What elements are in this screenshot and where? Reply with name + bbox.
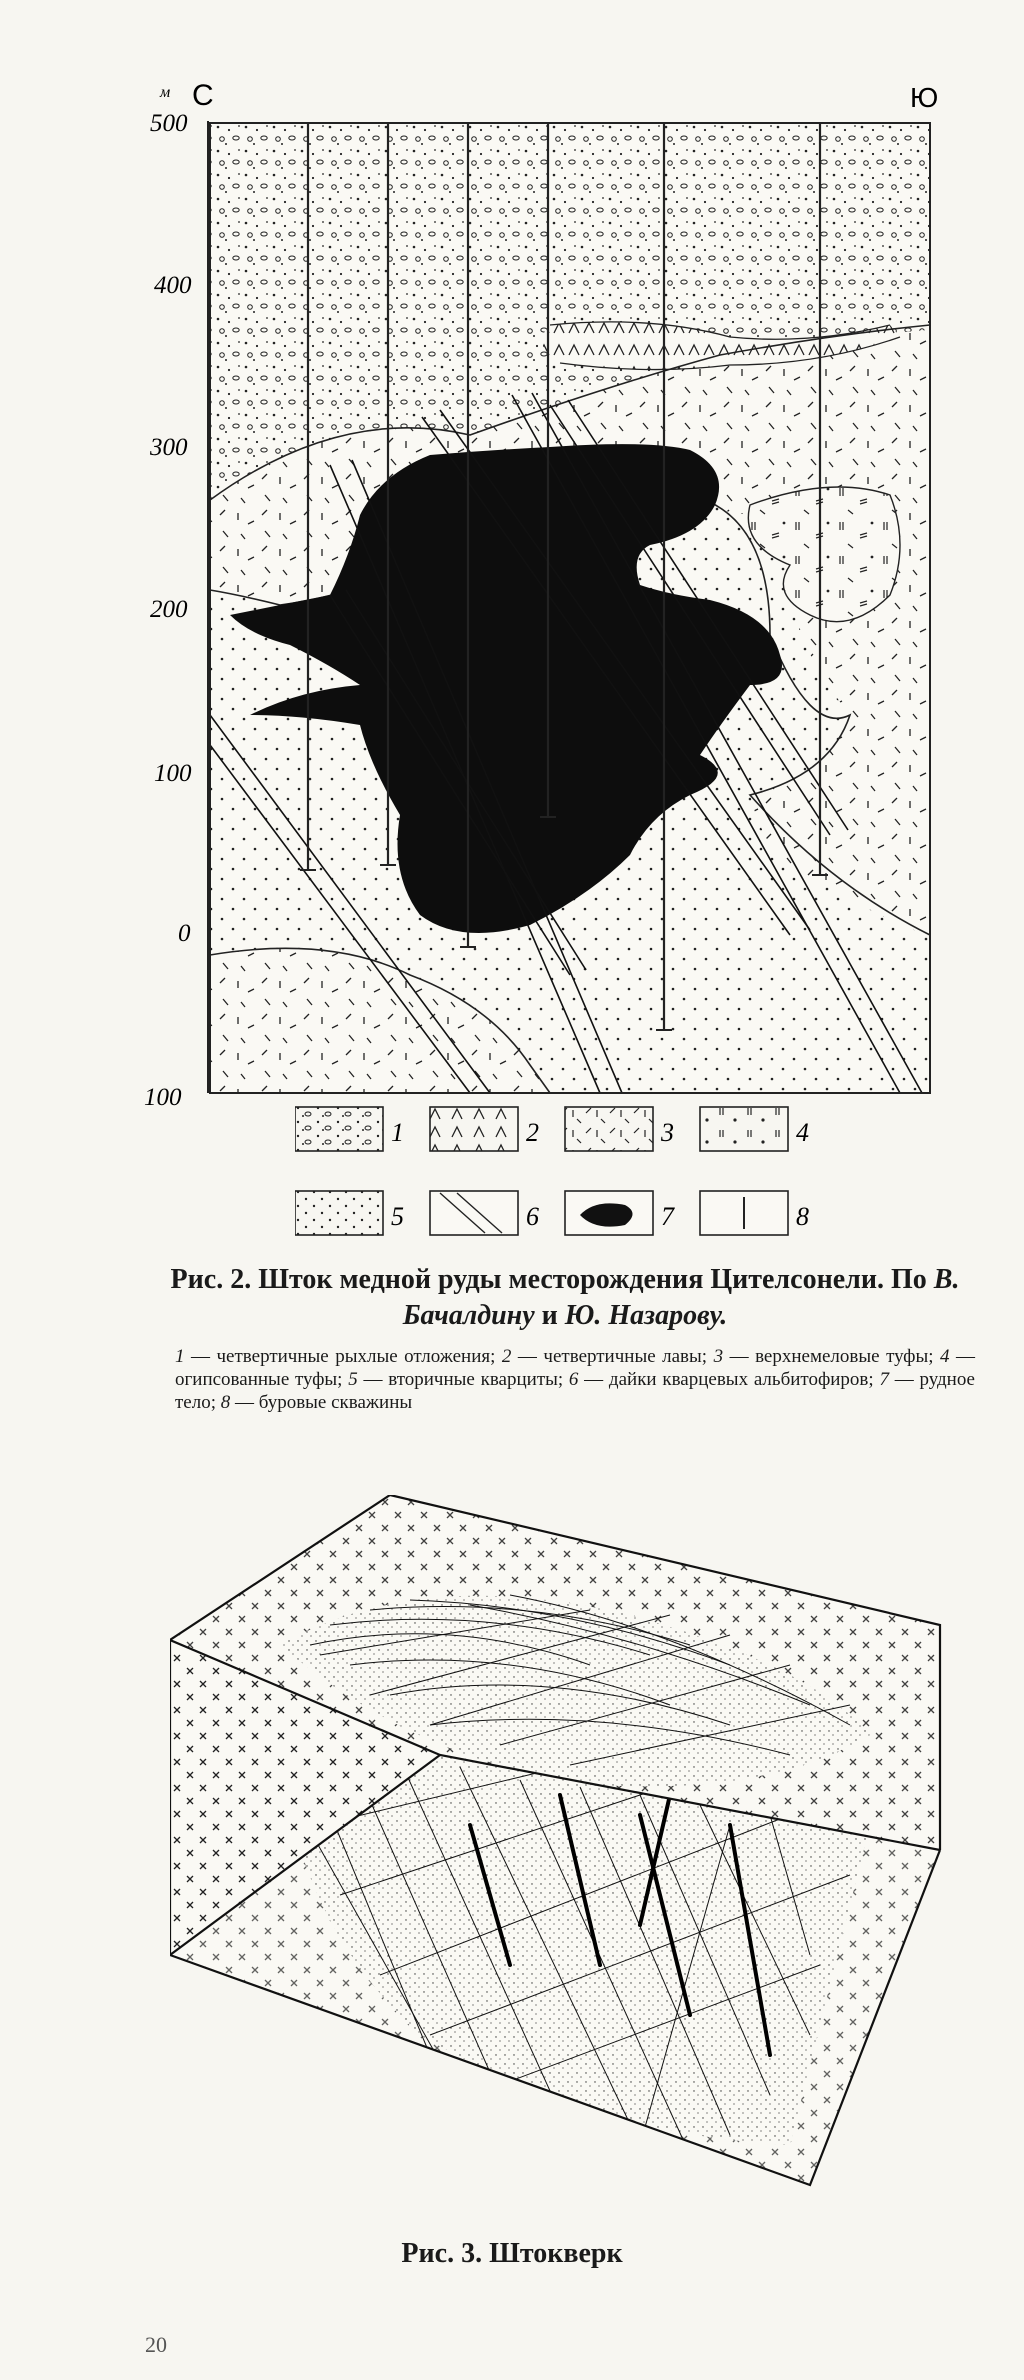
y-tick-label: 200 bbox=[150, 596, 188, 623]
y-tick-label: 100 bbox=[154, 760, 192, 787]
cross-section bbox=[210, 123, 930, 1093]
stockwork-block-diagram bbox=[170, 1495, 950, 2195]
figure-caption-stockwork: Рис. 3. Штокверк bbox=[401, 2238, 623, 2269]
legend-number: 4 bbox=[796, 1118, 809, 1147]
y-tick-label: 100 bbox=[144, 1084, 182, 1111]
legend-symbols bbox=[295, 1105, 915, 1240]
y-tick-label: 0 bbox=[178, 920, 191, 947]
legend-number: 2 bbox=[526, 1118, 539, 1147]
geological-section-figure bbox=[130, 75, 980, 1125]
legend-number: 8 bbox=[796, 1202, 809, 1231]
figure-legend-text: 1 — четвертичные рыхлые отложения; 2 — четвертичные лавы; 3 — верхнемеловые туфы; 4 — огипсованные туфы; 5 — вторичные кварциты; 6 — дайки кварцевых альбитофиров; 7 — рудное тело; 8 — буровые скважины bbox=[175, 1346, 976, 1413]
north-label: С bbox=[192, 79, 214, 112]
south-label: Ю bbox=[910, 82, 939, 113]
legend-number: 5 bbox=[391, 1202, 404, 1231]
page-number: 20 bbox=[145, 2332, 167, 2357]
y-tick-label: 500 bbox=[150, 110, 188, 137]
axis-unit-label: м bbox=[160, 84, 171, 101]
y-tick-label: 400 bbox=[154, 272, 192, 299]
legend-number: 7 bbox=[661, 1202, 674, 1231]
y-tick-label: 300 bbox=[150, 434, 188, 461]
figure-caption-title: Рис. 2. Шток медной руды месторождения Цителсонели. По В. Бачалдину и Ю. Назарову. bbox=[170, 1264, 960, 1331]
legend-number: 6 bbox=[526, 1202, 539, 1231]
legend-number: 3 bbox=[661, 1118, 674, 1147]
legend-number: 1 bbox=[391, 1118, 404, 1147]
